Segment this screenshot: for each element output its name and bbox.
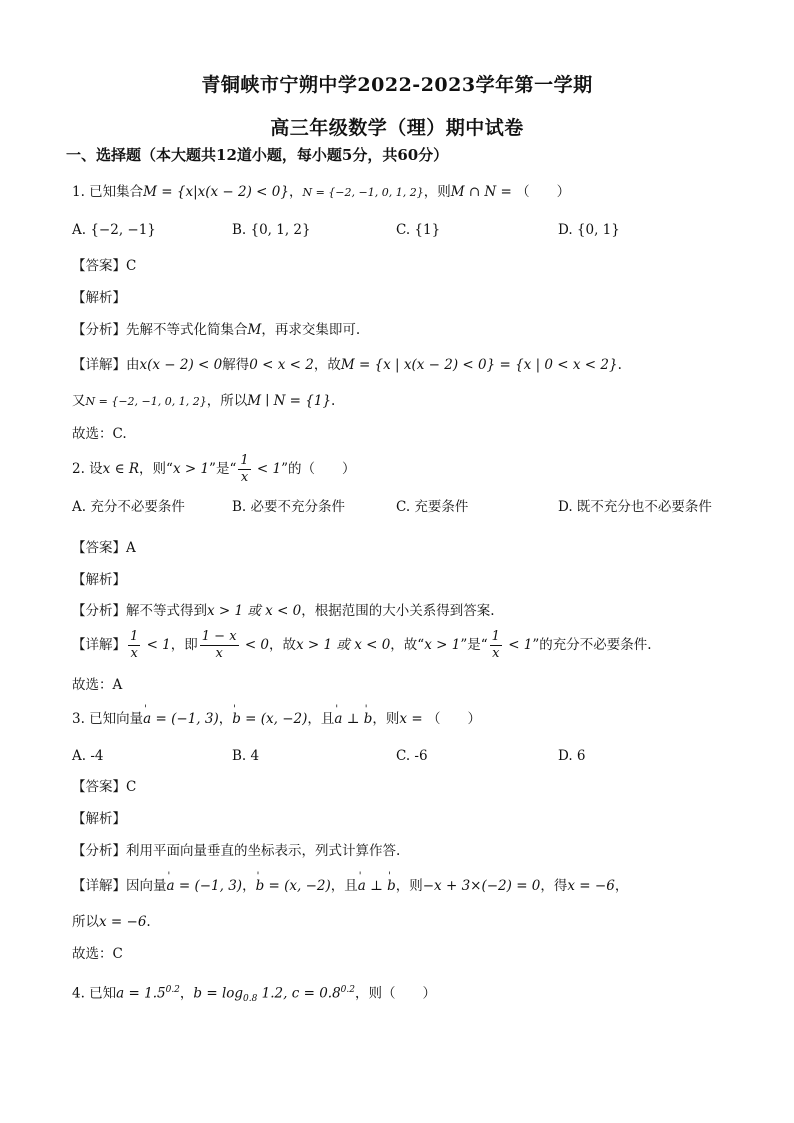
q3-analysis: 【解析】	[72, 811, 126, 827]
q2-fraction: $\frac{1}{x}$	[240, 453, 249, 485]
q2-fenxi: 【分析】解不等式得到x > 1 或 x < 0，根据范围的大小关系得到答案.	[72, 603, 495, 619]
q2-option-b: B. 必要不充分条件	[232, 499, 346, 515]
q1-option-d: D. {0, 1}	[558, 222, 620, 238]
vector-b: ' b	[232, 709, 241, 729]
q3-fenxi: 【分析】利用平面向量垂直的坐标表示，列式计算作答.	[72, 843, 401, 859]
q3-option-d: D. 6	[558, 748, 586, 764]
q3-answer: 【答案】C	[72, 779, 137, 795]
q2-option-d: D. 既不充分也不必要条件	[558, 499, 712, 515]
q3-option-c: C. -6	[396, 748, 428, 764]
set-n: N = {−2, −1, 0, 1, 2}	[302, 186, 424, 199]
q1-fenxi: 【分析】先解不等式化简集合M，再求交集即可.	[72, 322, 361, 338]
q1-detail: 【详解】由x(x − 2) < 0解得0 < x < 2，故M = {x | x(x − 2) < 0} = {x | 0 < x < 2}.	[72, 357, 622, 373]
section-heading: 一、选择题（本大题共12道小题，每小题5分，共60分）	[66, 146, 449, 164]
q2-option-c: C. 充要条件	[396, 499, 469, 515]
exam-title: 青铜峡市宁朔中学2022-2023学年第一学期	[201, 74, 593, 96]
vector-a: ' a	[143, 709, 151, 729]
q1-choose: 故选：C.	[72, 426, 127, 442]
q2-analysis: 【解析】	[72, 572, 126, 588]
q1-option-c: C. {1}	[396, 222, 441, 238]
q1-detail-line2: 又N = {−2, −1, 0, 1, 2}，所以M ∣ N = {1}.	[72, 393, 336, 409]
q1-answer: 【答案】C	[72, 258, 137, 274]
q3-detail: 【详解】因向量' a = (−1, 3)，' b = (x, −2)，且' a ⊥ ' b，则−x + 3×(−2) = 0，得x = −6，	[72, 876, 628, 896]
q3-detail-line2: 所以x = −6.	[72, 914, 151, 930]
q1-option-b: B. {0, 1, 2}	[232, 222, 311, 238]
q2-stem: 2. 设x ∈ R，则“x > 1”是“ $\frac{1}{x}$ < 1”的（ ）	[72, 453, 356, 485]
q2-answer: 【答案】A	[72, 540, 136, 556]
q1-option-a: A. {−2, −1}	[72, 222, 156, 238]
q1-analysis: 【解析】	[72, 290, 126, 306]
q3-option-b: B. 4	[232, 748, 260, 764]
exam-subtitle: 高三年级数学（理）期中试卷	[270, 117, 524, 139]
q4-stem: 4. 已知$a = 1.5^{0.2}$，$b = \log_{0.8} 1.2$, $c = 0.8^{0.2}$，则（ ）	[72, 985, 436, 1005]
q2-option-a: A. 充分不必要条件	[72, 499, 185, 515]
q3-stem: 3. 已知向量' a = (−1, 3)，' b = (x, −2)，且' a ⊥ ' b，则x = （ ）	[72, 709, 481, 729]
q1-stem: 1. 已知集合M = {x|x(x − 2) < 0}，N = {−2, −1, 0, 1, 2}，则M ∩ N = （ ）	[72, 184, 571, 200]
q3-option-a: A. -4	[72, 748, 104, 764]
q3-choose: 故选：C	[72, 946, 123, 962]
q2-detail: 【详解】 $\frac{1}{x}$ < 1，即 $\frac{1 - x}{x}$ < 0，故x > 1 或 x < 0，故“x > 1”是“ $\frac{1}{x}$ < 1”的充分不必要条件.	[72, 629, 652, 661]
q2-choose: 故选：A	[72, 677, 123, 693]
set-m: M = {x|x(x − 2) < 0}	[143, 184, 289, 200]
